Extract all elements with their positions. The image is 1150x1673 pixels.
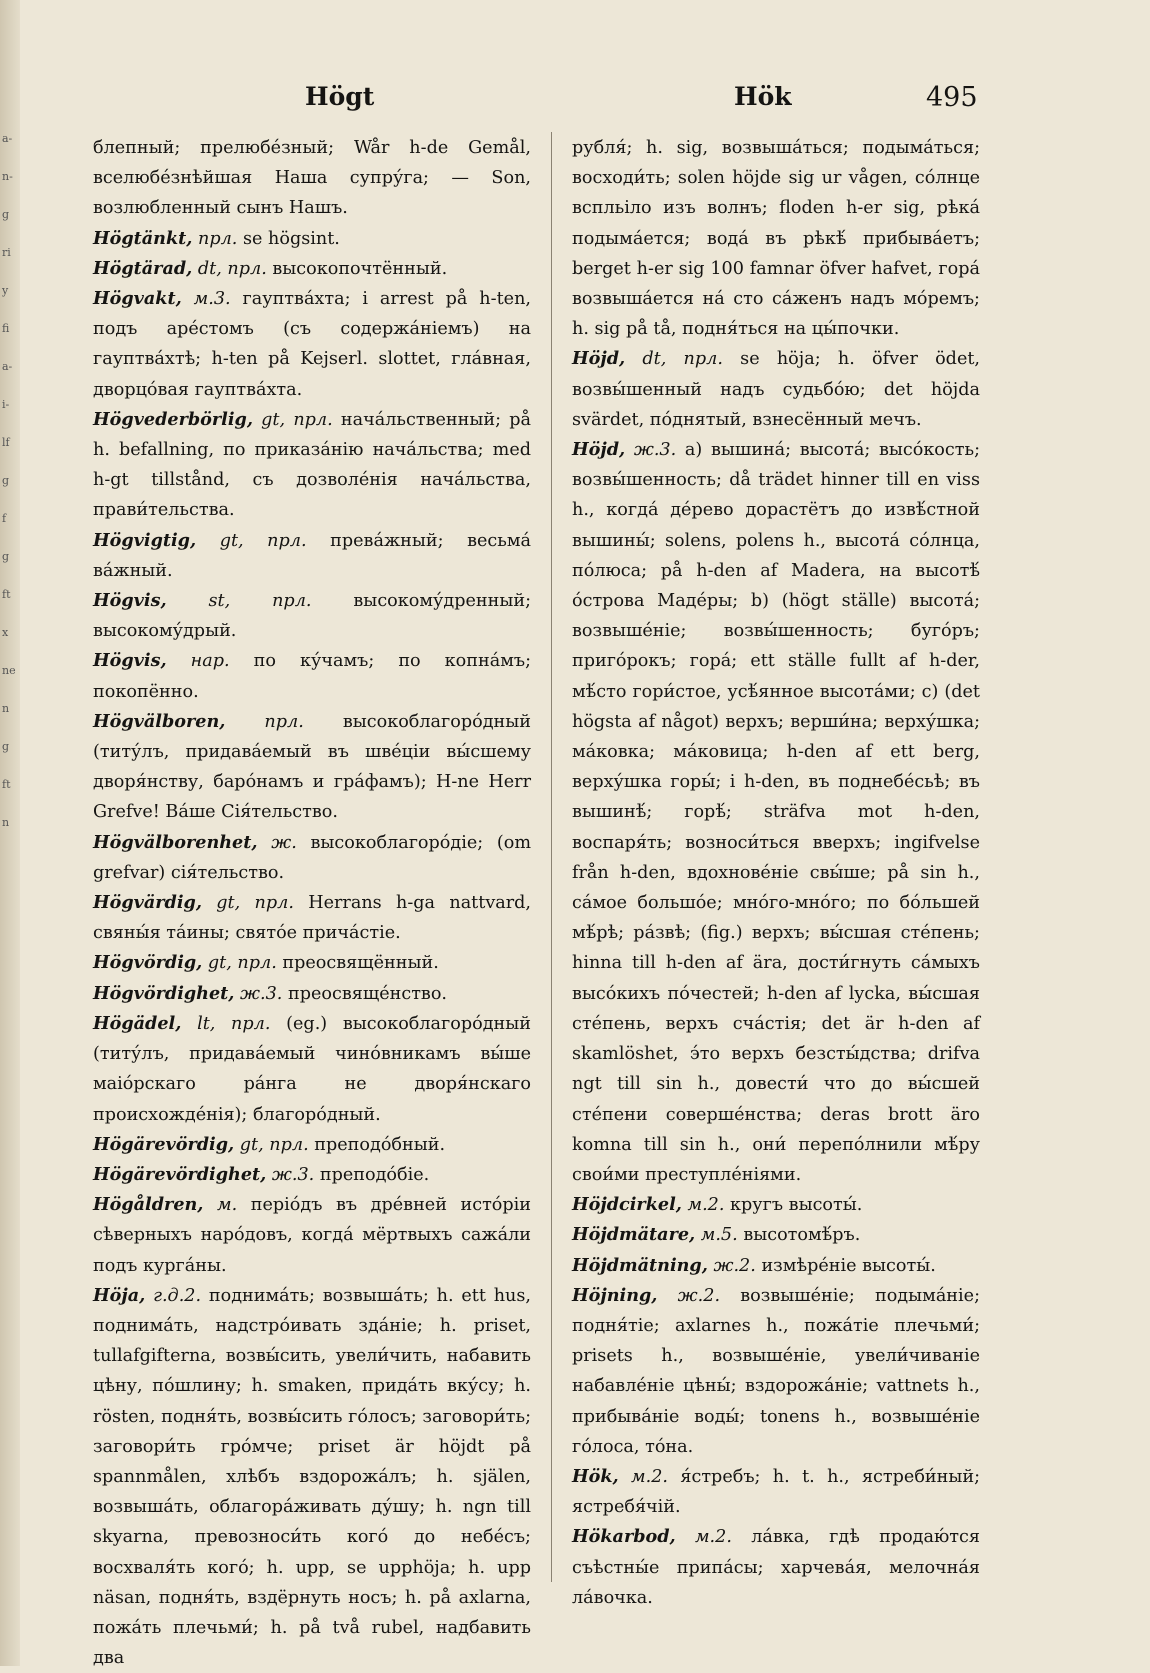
entry-headword: Höjdcirkel, xyxy=(572,1194,682,1216)
page-number: 495 xyxy=(926,82,978,113)
entry-definition: (eg.) высокоблагоро́дный (титу́лъ, придава́емый чино́вникамъ вы́ше маіо́рскаго ра́нга не дворя́нскаго происхожде́нія); благоро́дный. xyxy=(93,1013,531,1125)
entry-definition: періо́дъ въ дре́вней исто́ріи сѣверныхъ наро́довъ, когда́ мёртвыхъ сажа́ли подъ курга́ны. xyxy=(93,1195,532,1276)
dictionary-entry xyxy=(572,1522,980,1613)
entry-grammar: м.3. xyxy=(193,289,231,310)
entry-grammar: м. xyxy=(217,1195,238,1216)
entry-definition: ла́вка, гдѣ продаю́тся съѣстны́е припа́сы; харчева́я, мелочна́я ла́вочка. xyxy=(572,1527,980,1608)
entry-definition: поднима́ть; возвыша́ть; h. ett hus, поднима́ть, надстро́ивать зда́ніе; h. priset, tullafgifterna, возвы́сить, увели́чить, набавить цѣну, по́шлину; h. smaken, прида́ть вку́су; h. rösten, подня́ть, возвы́сить го́лосъ; заговори́ть; заговори́ть гро́мче; priset är höjdt på spannmålen, хлѣбъ вздорожа́лъ; h. själen, возвыша́ть, облагора́живать ду́шу; h. ngn till skyarna, превозноси́ть кого́ до небе́съ; восхваля́ть кого́; h. upp, se upphöja; h. upp näsan, подня́ть, вздёрнуть носъ; h. på axlarna, пожа́ть плечьми́; h. på två rubel, надбавить два xyxy=(93,1285,531,1669)
entry-definition: гауптва́хта; i arrest på h-ten, подъ аре́стомъ (съ содержа́ніемъ) на гауптва́хтѣ; h-ten på Kejserl. slottet, гла́вная, дворцо́вая гауптва́хта. xyxy=(93,289,531,400)
entry-headword: Högvakt, xyxy=(93,288,182,310)
entry-grammar: ж.3. xyxy=(271,1164,315,1185)
entry-grammar: dt, прл. xyxy=(197,258,267,279)
dictionary-entry xyxy=(572,344,980,435)
dictionary-entry xyxy=(93,888,531,948)
entry-definition: se högsint. xyxy=(243,228,340,249)
dictionary-entry xyxy=(93,646,531,706)
entry-definition: se höja; h. öfver ödet, возвы́шенный надъ судьбо́ю; det höjda svärdet, по́днятый, взнесённый мечъ. xyxy=(572,349,981,430)
entry-definition: нача́льственный; på h. befallning, по приказа́нію нача́льства; med h-gt tillstånd, съ дозволе́нія нача́льства, прави́тельства. xyxy=(93,409,531,521)
entry-definition: a) вышина́; высота́; высо́кость; возвы́шенность; då trädet hinner till en viss h., когда́ де́рево дорастётъ до извѣ́стной вышины́; solens, polens h., высота́ со́лнца, по́люса; på h-den af Madera, на высотѣ́ о́строва Маде́ры; b) (högt ställe) высота́; возвыше́ніе; возвы́шенность; буго́ръ; приго́рокъ; гора́; ett ställe fullt af h-der, мѣ́сто гори́стое, усѣ́янное высота́ми; c) (det högsta af något) верхъ; верши́на; верху́шка; ма́ковка; ма́ковица; h-den af ett berg, верху́шка горы́; i h-den, въ поднебе́сьѣ; въ вышинѣ́; горѣ́; sträfva mot h-den, воспаря́ть; возноси́ться вверхъ; ingifvelse från h-den, вдохнове́ніе свы́ше; på sin h., са́мое большо́е; мно́го-мно́го; по бо́льшей мѣ́рѣ; ра́звѣ; (fig.) верхъ; вы́сшая сте́пень; hinna till h-den af ära, дости́гнуть са́мыхъ высо́кихъ по́честей; h-den af lycka, вы́сшая сте́пень, верхъ сча́стія; det är h-den af skamlöshet, э́то верхъ безсты́дства; drifva ngt till sin h., довести́ что до вы́сшей сте́пени соверше́нства; deras brott äro komna till sin h., они́ перепо́лнили мѣ́ру свои́ми преступле́ніями. xyxy=(572,440,980,1185)
running-head-left: Högt xyxy=(305,82,375,111)
dictionary-entry xyxy=(93,133,531,224)
margin-mark: n xyxy=(2,702,10,715)
margin-mark: lf xyxy=(2,436,10,449)
entry-headword: Högvälboren, xyxy=(93,710,226,732)
dictionary-entry xyxy=(93,1130,531,1160)
entry-grammar: gt, прл. xyxy=(261,409,333,430)
margin-mark: g xyxy=(2,474,10,487)
entry-grammar: м.2. xyxy=(631,1466,669,1487)
dictionary-entry xyxy=(93,586,531,646)
entry-headword: Högvis, xyxy=(93,590,167,612)
margin-mark: f xyxy=(2,512,7,525)
entry-definition: возвыше́ніе; подыма́ніе; подня́тіе; axlarnes h., пожа́тіе плечьми́; prisets h., возвыше́ніе, увели́чиваніе набавле́ніе цѣны́; вздорожа́ніе; vattnets h., прибыва́ніе воды́; tonens h., возвыше́ніе го́лоса, то́на. xyxy=(572,1285,980,1457)
entry-definition: преосвяще́нство. xyxy=(288,983,448,1004)
entry-definition: я́стребъ; h. t. h., ястреби́ный; ястребя́чій. xyxy=(572,1466,981,1518)
entry-headword: Högvördighet, xyxy=(93,982,235,1004)
entry-grammar: м.2. xyxy=(694,1527,732,1548)
entry-grammar: м.5. xyxy=(700,1225,738,1246)
dictionary-entry xyxy=(93,979,531,1009)
entry-headword: Högvederbörlig, xyxy=(93,408,253,430)
entry-grammar: нар. xyxy=(190,651,230,672)
entry-definition: рубля́; h. sig, возвыша́ться; подыма́ться; восходи́ть; solen höjde sig ur vågen, со́лнце вспльіло изъ волнъ; floden h-er sig, рѣка́ подыма́ется; вода́ въ рѣкѣ́ прибыва́етъ; berget h-er sig 100 famnar öfver hafvet, гора́ возвыша́ется на́ сто са́женъ надъ мо́ремъ; h. sig på tå, подня́ться на цы́почки. xyxy=(572,138,980,340)
entry-grammar: gt, прл. xyxy=(207,953,277,974)
entry-grammar: прл. xyxy=(264,711,304,732)
entry-headword: Högärevördighet, xyxy=(93,1163,267,1185)
margin-mark: a- xyxy=(2,132,13,145)
margin-mark: g xyxy=(2,208,10,221)
dictionary-entry xyxy=(93,254,531,284)
dictionary-entry xyxy=(572,1220,980,1250)
margin-mark: ne xyxy=(2,664,16,677)
dictionary-entry xyxy=(93,828,531,888)
dictionary-entry xyxy=(572,435,980,1190)
entry-headword: Högtänkt, xyxy=(93,227,193,249)
margin-mark: ft xyxy=(2,778,11,791)
entry-grammar: ж.2. xyxy=(677,1285,721,1306)
dictionary-entry xyxy=(93,284,531,405)
margin-mark: y xyxy=(2,284,9,297)
entry-grammar: ж.3. xyxy=(633,440,677,461)
margin-mark: ft xyxy=(2,588,11,601)
entry-grammar: gt, прл. xyxy=(239,1134,309,1155)
right-column xyxy=(572,133,980,1613)
entry-headword: Högärevördig, xyxy=(93,1133,235,1155)
entry-definition: высокопочтённый. xyxy=(272,258,448,279)
margin-mark: ri xyxy=(2,246,11,259)
dictionary-entry xyxy=(93,1281,531,1673)
entry-definition: кругъ высоты́. xyxy=(730,1195,863,1216)
entry-headword: Hök, xyxy=(572,1465,619,1487)
entry-headword: Högädel, xyxy=(93,1012,182,1034)
margin-mark: g xyxy=(2,740,10,753)
entry-grammar: gt, прл. xyxy=(219,530,307,551)
margin-mark: n- xyxy=(2,170,13,183)
page-header xyxy=(0,82,1150,128)
entry-definition: прева́жный; весьма́ ва́жный. xyxy=(93,530,532,581)
dictionary-entry xyxy=(93,526,531,586)
entry-definition: высокому́дренный; высокому́дрый. xyxy=(93,591,532,642)
entry-headword: Högvördig, xyxy=(93,952,203,974)
entry-grammar: lt, прл. xyxy=(197,1013,271,1034)
dictionary-entry xyxy=(93,1009,531,1130)
margin-mark: g xyxy=(2,550,10,563)
dictionary-entry xyxy=(93,948,531,978)
dictionary-entry xyxy=(93,1160,531,1190)
entry-headword: Höjning, xyxy=(572,1284,658,1306)
entry-headword: Höjdmätare, xyxy=(572,1224,696,1246)
entry-definition: высокоблагоро́діе; (om grefvar) сія́тельство. xyxy=(93,832,532,883)
entry-grammar: ж.2. xyxy=(713,1255,756,1276)
entry-headword: Höja, xyxy=(93,1284,146,1306)
entry-headword: Högvis, xyxy=(93,650,167,672)
entry-grammar: г.д.2. xyxy=(153,1285,202,1306)
dictionary-entry xyxy=(572,1190,980,1220)
running-head-right: Hök xyxy=(734,82,792,111)
entry-headword: Höjdmätning, xyxy=(572,1254,708,1276)
entry-grammar: ж.3. xyxy=(240,983,283,1004)
entry-grammar: st, прл. xyxy=(208,591,312,612)
entry-definition: преподо́біе. xyxy=(319,1164,430,1185)
margin-mark: i- xyxy=(2,398,10,411)
entry-definition: измѣре́ніе высоты́. xyxy=(761,1255,936,1276)
entry-headword: Högåldren, xyxy=(93,1194,204,1216)
left-column xyxy=(93,133,531,1673)
entry-headword: Högtärad, xyxy=(93,257,193,279)
dictionary-entry xyxy=(93,707,531,828)
margin-mark: x xyxy=(2,626,9,639)
column-divider xyxy=(551,132,552,1582)
margin-mark: a- xyxy=(2,360,13,373)
entry-headword: Höjd, xyxy=(572,348,626,370)
entry-definition: преосвящённый. xyxy=(282,953,439,974)
entry-grammar: gt, прл. xyxy=(216,893,294,914)
entry-grammar: м.2. xyxy=(687,1195,725,1216)
entry-definition: преподо́бный. xyxy=(314,1134,446,1155)
entry-headword: Högvälborenhet, xyxy=(93,831,258,853)
dictionary-entry xyxy=(572,1281,980,1462)
dictionary-entry xyxy=(572,133,980,344)
entry-grammar: ж. xyxy=(271,832,297,853)
dictionary-entry xyxy=(572,1251,980,1281)
margin-marks xyxy=(2,120,16,842)
entry-definition: высокоблагоро́дный (титу́лъ, придава́емый въ шве́ціи вы́сшему дворя́нству, баро́намъ и гра́фамъ); H-ne Herr Grefve! Ва́ше Сія́тельство. xyxy=(93,711,531,823)
dictionary-entry xyxy=(572,1462,980,1522)
entry-headword: Höjd, xyxy=(572,439,626,461)
entry-grammar: dt, прл. xyxy=(642,349,723,370)
dictionary-entry xyxy=(93,405,531,526)
entry-headword: Högvärdig, xyxy=(93,892,202,914)
entry-headword: Hökarbod, xyxy=(572,1526,676,1548)
dictionary-entry xyxy=(93,224,531,254)
entry-definition: по ку́чамъ; по копна́мъ; покопённо. xyxy=(93,651,532,702)
entry-headword: Högvigtig, xyxy=(93,529,197,551)
binding-margin xyxy=(0,0,20,1666)
entry-definition: Herrans h-ga nattvard, свяны́я та́ины; свято́е прича́стіе. xyxy=(93,893,532,944)
margin-mark: n xyxy=(2,816,10,829)
margin-mark: fi xyxy=(2,322,10,335)
entry-definition: высотомѣ́ръ. xyxy=(743,1225,861,1246)
entry-definition: блепный; прелюбе́зный; Wår h-de Gemål, вселюбе́знѣйшая Наша супру́га; — Son, возлюбленный сынъ Нашъ. xyxy=(93,138,531,219)
dictionary-entry xyxy=(93,1190,531,1281)
entry-grammar: прл. xyxy=(198,228,238,249)
